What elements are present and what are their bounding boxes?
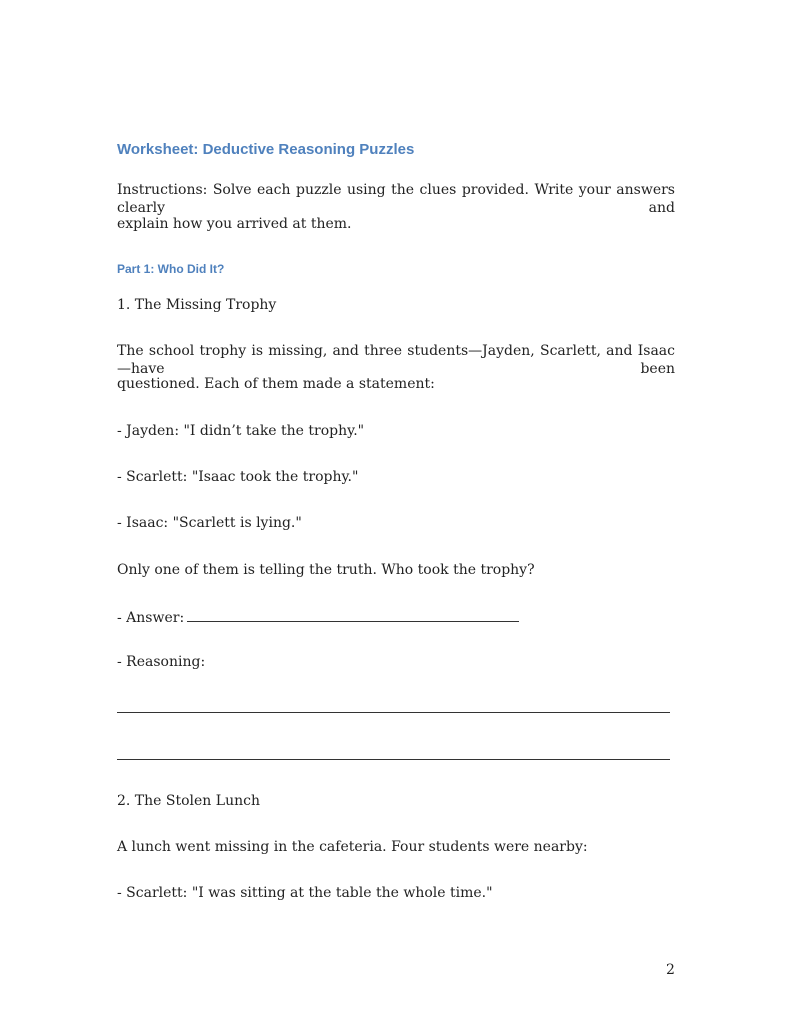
puzzle-2-title: 2. The Stolen Lunch	[117, 793, 260, 809]
puzzle-1-reasoning-label: - Reasoning:	[117, 654, 206, 670]
reasoning-blank-line-1[interactable]	[117, 712, 670, 713]
puzzle-2-statement-scarlett: - Scarlett: "I was sitting at the table the whole time."	[117, 885, 493, 901]
puzzle-1-intro-line-1: The school trophy is missing, and three students—Jayden, Scarlett, and Isaac—have been	[117, 343, 675, 377]
puzzle-1-statement-isaac: - Isaac: "Scarlett is lying."	[117, 515, 302, 531]
instructions-line-1: Instructions: Solve each puzzle using the clues provided. Write your answers clearly and	[117, 182, 675, 216]
puzzle-1-answer-row	[117, 607, 519, 627]
instructions-line-2: explain how you arrived at them.	[117, 216, 352, 232]
part-1-heading: Part 1: Who Did It?	[117, 262, 225, 276]
worksheet-title: Worksheet: Deductive Reasoning Puzzles	[117, 141, 415, 158]
page-number: 2	[666, 962, 675, 978]
puzzle-1-statement-jayden: - Jayden: "I didn’t take the trophy."	[117, 423, 365, 439]
puzzle-1-question: Only one of them is telling the truth. Who took the trophy?	[117, 562, 535, 578]
puzzle-1-intro-line-2: questioned. Each of them made a statement:	[117, 376, 435, 392]
puzzle-1-title: 1. The Missing Trophy	[117, 297, 277, 313]
puzzle-1-answer-label: - Answer:	[117, 610, 185, 626]
reasoning-blank-line-2[interactable]	[117, 759, 670, 760]
puzzle-2-intro: A lunch went missing in the cafeteria. Four students were nearby:	[117, 839, 588, 855]
puzzle-1-statement-scarlett: - Scarlett: "Isaac took the trophy."	[117, 469, 359, 485]
puzzle-1-answer-blank[interactable]	[187, 607, 519, 622]
